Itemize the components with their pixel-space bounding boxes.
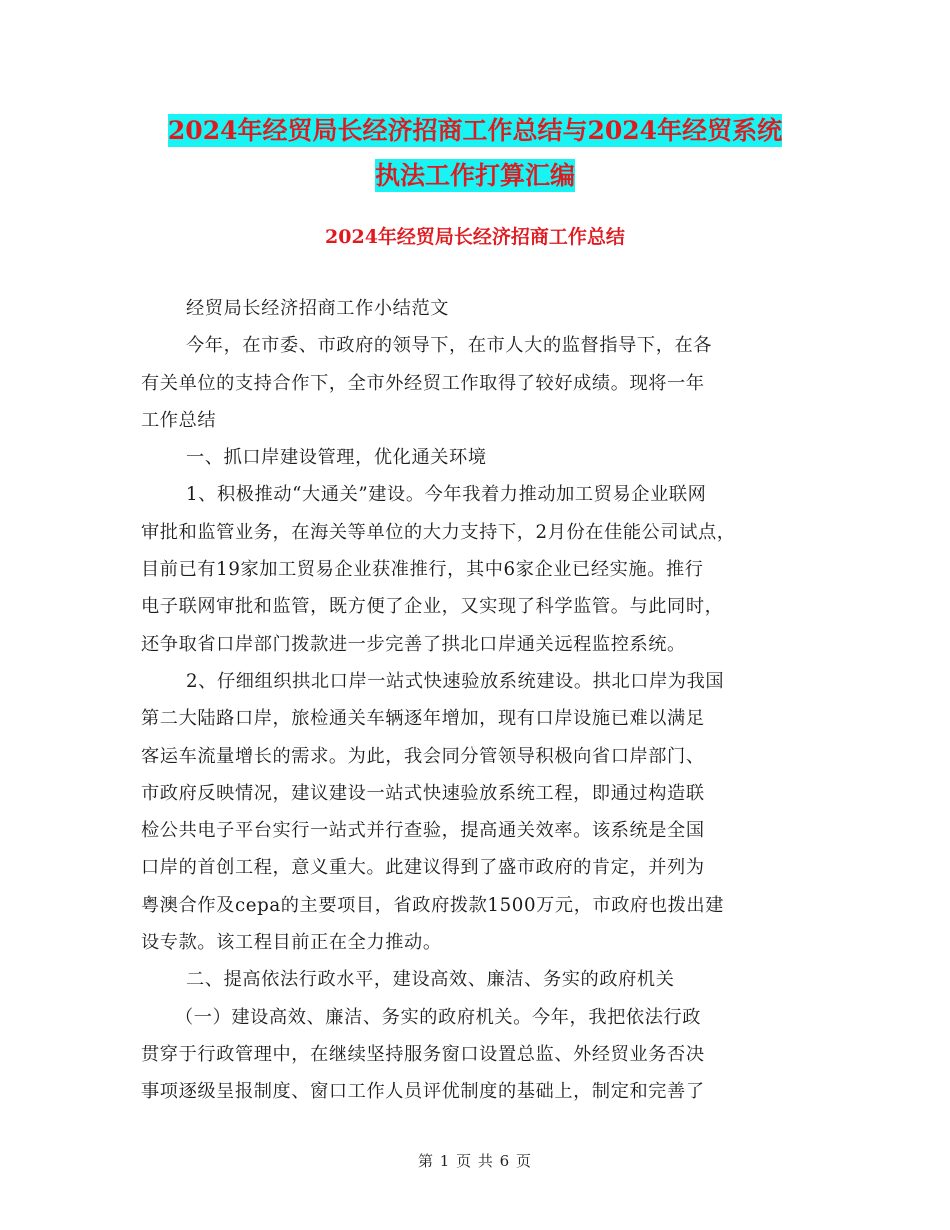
text-line: 今年，在市委、市政府的领导下，在市人大的监督指导下，在各 — [186, 335, 713, 357]
text-line: 1、积极推动“大通关”建设。今年我着力推动加工贸易企业联网 — [186, 484, 707, 506]
text-line: 客运车流量增长的需求。为此，我会同分管领导积极向省口岸部门、 — [141, 745, 705, 767]
page-footer: 第 1 页 共 6 页 — [418, 1152, 532, 1170]
text-line: 检公共电子平台实行一站式并行查验，提高通关效率。该系统是全国 — [141, 820, 705, 842]
title-highlight: 执法工作打算汇编 — [374, 161, 575, 190]
text-line: 经贸局长经济招商工作小结范文 — [186, 298, 450, 319]
text-line: 二、提高依法行政水平，建设高效、廉洁、务实的政府机关 — [186, 969, 675, 991]
text-line: 审批和监管业务，在海关等单位的大力支持下，2月份在佳能公司试点， — [141, 521, 736, 543]
text-line: 2、仔细组织拱北口岸一站式快速验放系统建设。拱北口岸为我国 — [186, 670, 725, 692]
body-text — [141, 290, 821, 1111]
text-line: 市政府反映情况，建议建设一站式快速验放系统工程，即通过构造联 — [141, 782, 705, 804]
text-line: 设专款。该工程目前正在全力推动。 — [141, 932, 442, 954]
text-line: 事项逐级呈报制度、窗口工作人员评优制度的基础上，制定和完善了 — [141, 1081, 705, 1103]
text-line: 一、抓口岸建设管理，优化通关环境 — [186, 447, 487, 469]
section-title: 2024年经贸局长经济招商工作总结 — [325, 226, 625, 248]
text-line: 工作总结 — [141, 409, 217, 431]
text-line: 口岸的首创工程，意义重大。此建议得到了盛市政府的肯定，并列为 — [141, 857, 705, 879]
text-line: 第二大陆路口岸，旅检通关车辆逐年增加，现有口岸设施已难以满足 — [141, 708, 705, 730]
document-title-line-1 — [0, 111, 950, 151]
document-title-line-2 — [0, 156, 950, 196]
text-line: 贯穿于行政管理中，在继续坚持服务窗口设置总监、外经贸业务否决 — [141, 1043, 705, 1065]
text-line: 还争取省口岸部门拨款进一步完善了拱北口岸通关远程监控系统。 — [141, 633, 686, 655]
text-line: 目前已有19家加工贸易企业获准推行，其中6家企业已经实施。推行 — [141, 559, 704, 581]
text-line: 有关单位的支持合作下，全市外经贸工作取得了较好成绩。现将一年 — [141, 372, 705, 394]
text-line: （一）建设高效、廉洁、务实的政府机关。今年，我把依法行政 — [175, 1006, 702, 1028]
title-highlight: 2024年经贸局长经济招商工作总结与2024年经贸系统 — [167, 116, 783, 145]
text-line: 电子联网审批和监管，既方便了企业，又实现了科学监管。与此同时， — [141, 596, 724, 618]
text-line: 粤澳合作及cepa的主要项目，省政府拨款1500万元，市政府也拨出建 — [141, 894, 724, 916]
